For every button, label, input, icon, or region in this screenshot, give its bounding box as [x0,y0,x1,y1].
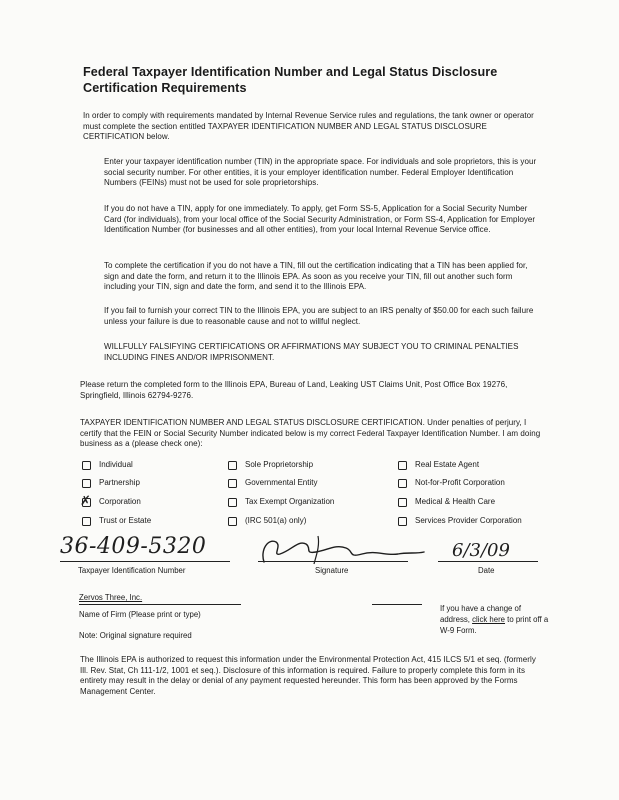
signature-line [258,561,408,562]
firm-name-line [79,604,241,605]
extra-line [372,604,422,605]
signature-note: Note: Original signature required [79,631,192,640]
criminal-penalties-warning: WILLFULLY FALSIFYING CERTIFICATIONS OR AFFIRMATIONS MAY SUBJECT YOU TO CRIMINAL PENALTIES INCLUDING FINES AND/OR IMPRISONMENT. [104,342,519,362]
address-change-suffix: to print off a W-9 Form. [440,615,549,635]
checkbox-individual[interactable] [82,461,91,470]
checkbox-medical[interactable] [398,498,407,507]
label-governmental: Governmental Entity [245,478,318,487]
apply-tin-paragraph: If you do not have a TIN, apply for one immediately. To apply, get Form SS-5, Application for a Social Security Number Card (for individuals), from your local office of the Social Security Administration, or Form SS-4, Application for Employer Identification Number (for businesses and all other entities), from your local Internal Revenue Service office. [104,204,536,235]
label-nonprofit: Not-for-Profit Corporation [415,478,505,487]
checkbox-real-estate[interactable] [398,461,407,470]
date-line [438,561,538,562]
checkbox-tax-exempt[interactable] [228,498,237,507]
certification-statement: TAXPAYER IDENTIFICATION NUMBER AND LEGAL STATUS DISCLOSURE CERTIFICATION. Under penalties of perjury, I certify that the FEIN or Social Security Number indicated below is my correct Federal Taxpayer Identification Number. I am doing business as a (please check one): [80,418,541,449]
label-medical: Medical & Health Care [415,497,496,506]
label-real-estate: Real Estate Agent [415,460,480,469]
signature-label: Signature [315,566,349,575]
label-tax-exempt: Tax Exempt Organization [245,497,335,506]
address-change-note [440,603,552,636]
label-sole-proprietorship: Sole Proprietorship [245,460,314,469]
checked-x-mark: ✗ [80,494,91,509]
label-trust: Trust or Estate [99,516,152,525]
checkbox-irc[interactable] [228,517,237,526]
firm-name-value[interactable]: Zervos Three, Inc. [79,593,143,602]
label-services: Services Provider Corporation [415,516,522,525]
tin-value[interactable]: 36-409-5320 [60,534,207,559]
checkbox-trust[interactable] [82,517,91,526]
intro-paragraph: In order to comply with requirements mandated by Internal Revenue Service rules and regulations, the tank owner or operator must complete the section entitled TAXPAYER IDENTIFICATION NUMBER AND LEGAL STATUS DISCLOSURE CERTIFICATION below. [83,111,534,142]
penalty-paragraph: If you fail to furnish your correct TIN to the Illinois EPA, you are subject to an IRS penalty of $50.00 for each such failure unless your failure is due to reasonable cause and not to willful neglect. [104,306,534,326]
checkbox-governmental[interactable] [228,479,237,488]
checkbox-sole-proprietorship[interactable] [228,461,237,470]
tin-instructions-paragraph: Enter your taxpayer identification number (TIN) in the appropriate space. For individuals and sole proprietors, this is your social security number. For other entities, it is your employer identification number. Federal Employer Identification Numbers (FEINs) must not be used for sole proprietorships. [104,157,537,188]
date-label: Date [478,566,495,575]
checkbox-services[interactable] [398,517,407,526]
label-partnership: Partnership [99,478,140,487]
document-title: Federal Taxpayer Identification Number and Legal Status Disclosure Certification Requirements [83,65,498,95]
firm-name-label: Name of Firm (Please print or type) [79,610,201,619]
label-irc: (IRC 501(a) only) [245,516,307,525]
label-corporation: Corporation [99,497,141,506]
legal-footer: The Illinois EPA is authorized to request this information under the Environmental Protection Act, 415 ILCS 5/1 et seq. (formerly Ill. Rev. Stat, Ch 111-1/2, 1001 et seq.). Disclosure of this information is required. Failure to properly complete this form in its entirety may result in the delay or denial of any payment requested hereunder. This form has been approved by the Forms Management Center. [80,655,536,696]
tin-line [60,561,230,562]
label-individual: Individual [99,460,133,469]
return-instructions: Please return the completed form to the Illinois EPA, Bureau of Land, Leaking UST Claims Unit, Post Office Box 19276, Springfield, Illinois 62794-9276. [80,380,508,400]
click-here-link[interactable]: click here [472,615,506,624]
date-value[interactable]: 6/3/09 [452,540,510,561]
checkbox-nonprofit[interactable] [398,479,407,488]
checkbox-partnership[interactable] [82,479,91,488]
tin-label: Taxpayer Identification Number [78,566,186,575]
complete-certification-paragraph: To complete the certification if you do not have a TIN, fill out the certification indicating that a TIN has been applied for, sign and date the form, and return it to the Illinois EPA. As soon as you receive your TIN, fill out another such form including your TIN, sign and date the form, and send it to the Illinois EPA. [104,261,528,292]
address-change-prefix: If you have a change of address, [440,604,522,624]
